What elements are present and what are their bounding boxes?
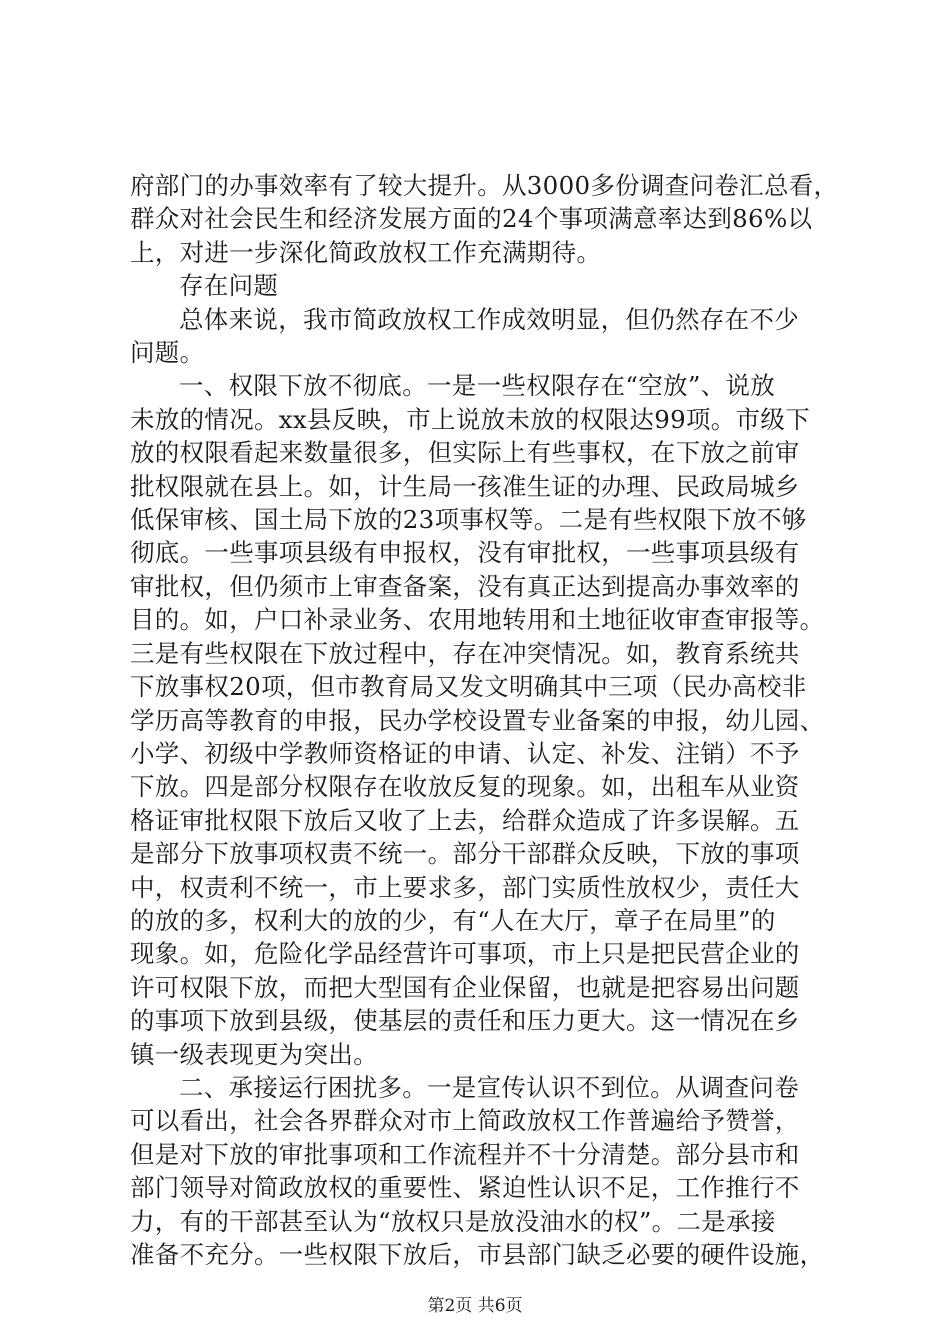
text-line: 但是对下放的审批事项和工作流程并不十分清楚。部分县市和 [130,1139,800,1169]
text-line: 低保审核、国土局下放的23项事权等。二是有些权限下放不够 [130,505,807,535]
text-line: 可以看出，社会各界群众对市上简政放权工作普遍给予赞誉， [130,1106,800,1136]
text-line: 目的。如，户口补录业务、农用地转用和土地征收审查审报等。 [130,605,825,635]
text-line: 准备不充分。一些权限下放后，市县部门缺乏必要的硬件设施， [130,1240,825,1269]
text-line: 下放。四是部分权限存在收放反复的现象。如，出租车从业资 [130,772,800,802]
text-line: 下放事权20项，但市教育局又发文明确其中三项（民办高校非 [130,672,807,702]
text-line: 问题。 [130,338,205,368]
text-line: 总体来说，我市简政放权工作成效明显，但仍然存在不少 [179,304,799,334]
text-line: 镇一级表现更为突出。 [130,1039,378,1069]
text-line: 是部分下放事项权责不统一。部分干部群众反映，下放的事项 [130,839,800,869]
text-line: 一、权限下放不彻底。一是一些权限存在“空放”、说放 [179,371,776,401]
text-line: 未放的情况。xx县反映，市上说放未放的权限达99项。市级下 [130,404,811,434]
text-line: 力，有的干部甚至认为“放权只是放没油水的权”。二是承接 [130,1206,776,1236]
text-line: 部门领导对简政放权的重要性、紧迫性认识不足，工作推行不 [130,1173,800,1203]
text-line: 学历高等教育的申报，民办学校设置专业备案的申报，幼儿园、 [130,705,825,735]
text-line: 的事项下放到县级，使基层的责任和压力更大。这一情况在乡 [130,1006,800,1036]
text-line: 中，权责利不统一，市上要求多，部门实质性放权少，责任大 [130,872,800,902]
text-line: 的放的多，权利大的放的少，有“人在大厅，章子在局里”的 [130,905,776,935]
text-line: 二、承接运行困扰多。一是宣传认识不到位。从调查问卷 [179,1072,799,1102]
text-line: 现象。如，危险化学品经营许可事项，市上只是把民营企业的 [130,939,800,969]
text-line: 审批权，但仍须市上审查备案，没有真正达到提高办事效率的 [130,571,800,601]
text-line: 三是有些权限在下放过程中，存在冲突情况。如，教育系统共 [130,638,800,668]
text-line: 府部门的办事效率有了较大提升。从3000多份调查问卷汇总看， [130,171,839,200]
text-line: 存在问题 [179,271,279,301]
text-line: 许可权限下放，而把大型国有企业保留，也就是把容易出问题 [130,972,800,1002]
text-line: 上，对进一步深化简政放权工作充满期待。 [130,237,602,267]
text-line: 格证审批权限下放后又收了上去，给群众造成了许多误解。五 [130,805,800,835]
text-line: 小学、初级中学教师资格证的申请、认定、补发、注销）不予 [130,738,800,768]
document-body [130,169,840,1271]
text-line: 彻底。一些事项县级有申报权，没有审批权，一些事项县级有 [130,538,800,568]
text-line: 批权限就在县上。如，计生局一孩准生证的办理、民政局城乡 [130,471,800,501]
page-footer: 第2页 共6页 [427,1296,523,1316]
text-line: 放的权限看起来数量很多，但实际上有些事权，在下放之前审 [130,438,800,468]
text-line: 群众对社会民生和经济发展方面的24个事项满意率达到86%以 [130,204,813,234]
